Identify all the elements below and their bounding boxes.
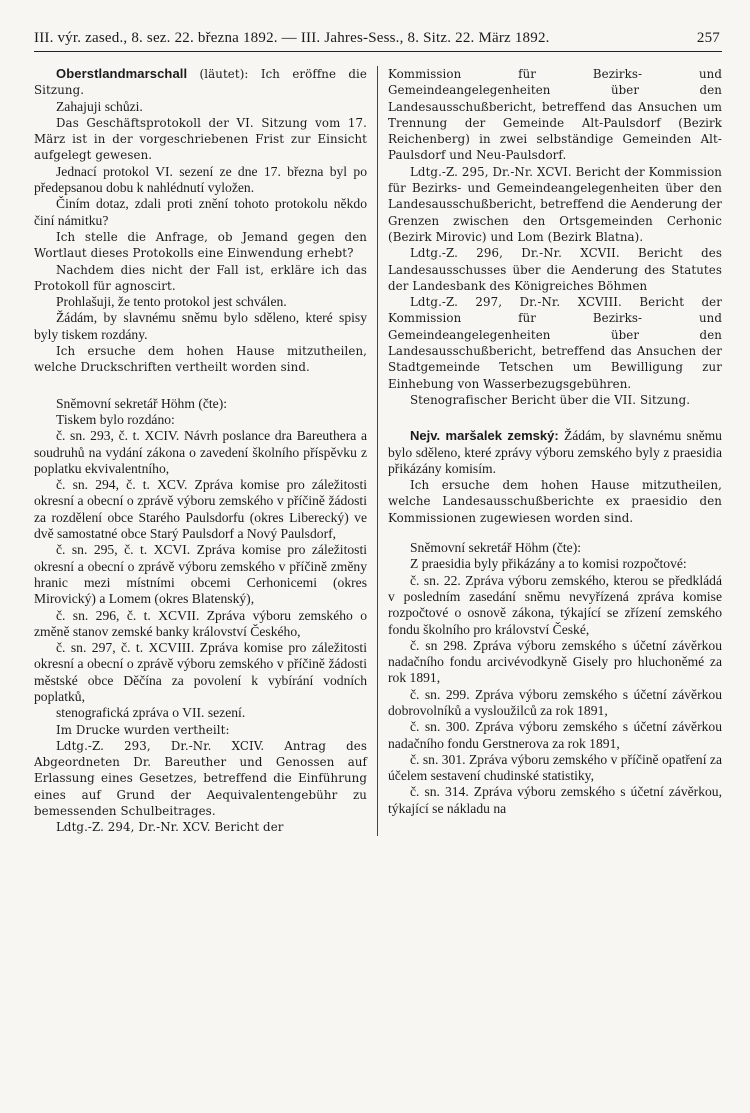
paragraph: stenografická zpráva o VII. sezení. [56, 705, 246, 721]
speaker-name: Nejv. maršalek zemský: [410, 428, 559, 444]
right-column [378, 66, 722, 836]
paragraph: Ldtg.-Z. 296, Dr.-Nr. XCVII. Bericht des Landesausschusses über die Aenderung des Statutes der Landesbank des Königreiches Böhmen [388, 246, 722, 293]
paragraph: č. sn. 299. Zpráva výboru zemského s účetní závěrkou dobrovolníků a vysloužilců za rok 1891, [388, 686, 722, 718]
paragraph: Kommission für Bezirks- und Gemeindeangelegenheiten über den Landesausschußbericht, betreffend das Ansuchen um Trennung der Gemeinde Alt-Paulsdorf (Bezirk Reichenberg) in zwei selbständige Gemeinden Alt-Paulsdorf und Neu-Paulsdorf. [388, 67, 722, 163]
paragraph: Ldtg.-Z. 294, Dr.-Nr. XCV. Bericht der [56, 820, 284, 835]
paragraph: Ldtg.-Z. 295, Dr.-Nr. XCVI. Bericht der Kommission für Bezirks- und Gemeindeangelegenheiten über den Landesausschußbericht, betreffend die Aenderung der Grenzen zwischen den Ortsgemeinden Cerhonic (Bezirk Mirovic) und Lom (Bezirk Blatna). [388, 164, 722, 244]
paragraph: Im Drucke wurden vertheilt: [56, 722, 230, 737]
spacer [34, 376, 367, 396]
speaker-name: Sněmovní sekretář Höhm [56, 395, 195, 411]
paragraph: č. sn. 297, č. t. XCVIII. Zpráva komise pro záležitosti okresní a obecní o zprávě výboru zemského v příčině žádosti městské obce Děčína za povolení k vybírání vodních poplatků, [34, 640, 367, 704]
speaker-name: Oberstlandmarschall [56, 66, 188, 81]
paragraph: Žádám, by slavnému sněmu bylo sděleno, které spisy byly tiskem rozdány. [34, 310, 367, 342]
page-number: 257 [696, 30, 720, 46]
paragraph: Sněmovní sekretář Höhm (čte): [56, 395, 228, 411]
paragraph: Ldtg.-Z. 293, Dr.-Nr. XCIV. Antrag des Abgeordneten Dr. Bareuther und Genossen auf Erlassung eines Gesetzes, betreffend die Einführung eines auf Grund der Aequivalentengebühr zu bemessenden Schulbeitrages. [34, 738, 367, 819]
paragraph: Das Geschäftsprotokoll der VI. Sitzung vom 17. März ist in der vorgeschriebenen Frist zur Einsicht aufgelegt gewesen. [34, 115, 367, 163]
paragraph: č. sn. 296, č. t. XCVII. Zpráva výboru zemského o změně stanov zemské banky království Českého, [34, 607, 367, 639]
paragraph: Ich ersuche dem hohen Hause mitzutheilen, welche Landesausschußberichte ex praesidio den Kommissionen zugewiesen worden sind. [388, 478, 722, 525]
paragraph: Ich stelle die Anfrage, ob Jemand gegen den Wortlaut dieses Protokolls eine Einwendung erhebt? [34, 229, 367, 261]
paragraph: č. sn. 301. Zpráva výboru zemského v příčině opatření za účelem sestavení chudinské statistiky, [388, 751, 722, 784]
paragraph: Tiskem bylo rozdáno: [56, 411, 175, 427]
paragraph: Činím dotaz, zdali proti znění tohoto protokolu někdo činí námitku? [34, 196, 367, 228]
paragraph: Nachdem dies nicht der Fall ist, erkläre ich das Protokoll für agnoscirt. [34, 262, 367, 293]
paragraph: Zahajuji schůzi. [56, 98, 143, 114]
paragraph: č. sn 298. Zpráva výboru zemského s účetní závěrkou nadačního fondu arcivévodkyně Gisely pro hluchoněmé za rok 1891, [388, 637, 722, 686]
paragraph: Jednací protokol VI. sezení ze dne 17. března byl po předepsanou dobu k nahlédnutí vyložen. [34, 163, 367, 196]
paragraph: č. sn. 22. Zpráva výboru zemského, kterou se předkládá v posledním zasedání sněmu nevyřízená zpráva komise rozpočtové o osnově zákona, týkající se zřízení zemského fondu školního pro království České, [388, 572, 722, 637]
paragraph: č. sn. 300. Zpráva výboru zemského s účetní závěrkou nadačního fondu Gerstnerova za rok 1891, [388, 719, 722, 751]
paragraph: Ich ersuche dem hohen Hause mitzutheilen, welche Druckschriften vertheilt worden sind. [34, 344, 367, 375]
left-column [34, 66, 378, 836]
paragraph: č. sn. 293, č. t. XCIV. Návrh poslance dra Bareuthera a soudruhů na vydání zákona o zavedení školního příspěvku z poplatku ekvivalentního, [34, 428, 367, 476]
spacer [388, 408, 722, 428]
paragraph: č. sn. 314. Zpráva výboru zemského s účetní závěrkou, týkající se nákladu na [388, 784, 722, 816]
paragraph: Prohlašuji, že tento protokol jest schválen. [56, 294, 287, 310]
paragraph: Sněmovní sekretář Höhm (čte): [410, 540, 582, 556]
spacer [388, 526, 722, 540]
running-header [34, 30, 722, 52]
two-column-body [34, 66, 722, 836]
header-title: III. výr. zased., 8. sez. 22. března 1892. — III. Jahres-Sess., 8. Sitz. 22. März 1892. [34, 30, 550, 46]
paragraph: Z praesidia byly přikázány a to komisi rozpočtové: [410, 556, 687, 572]
paragraph: Oberstlandmarschall (läutet): Ich eröffne die Sitzung. [34, 66, 367, 98]
paragraph: č. sn. 295, č. t. XCVI. Zpráva komise pro záležitosti okresní a obecní o zprávě výboru zemského v příčině změny hranic mezi místními obcemi Cerhonicemi (okres Mirovický) a Lomem (okres Blatenský), [34, 542, 367, 607]
paragraph: č. sn. 294, č. t. XCV. Zpráva komise pro záležitosti okresní a obecní o zprávě výboru zemského v příčině žádosti za rozdělení obce Starého Paulsdorfu (okres Liberecký) ve dvě samostatné obce Starý Paulsdorf a Nový Paulsdorf, [34, 477, 367, 542]
speaker-name: Sněmovní sekretář Höhm [410, 540, 549, 556]
paragraph: Nejv. maršalek zemský: Žádám, by slavnému sněmu bylo sděleno, které zprávy výboru zemského byly z praesidia přikázány komisím. [388, 428, 722, 476]
paragraph: Ldtg.-Z. 297, Dr.-Nr. XCVIII. Bericht der Kommission für Bezirks- und Gemeindeangelegenheiten über den Landesausschußbericht, betreffend das Ansuchen der Stadtgemeinde Tetschen um Bewilligung zur Einhebung von Wasserbezugsgebühren. [388, 295, 722, 391]
paragraph: Stenografischer Bericht über die VII. Sitzung. [410, 392, 691, 407]
